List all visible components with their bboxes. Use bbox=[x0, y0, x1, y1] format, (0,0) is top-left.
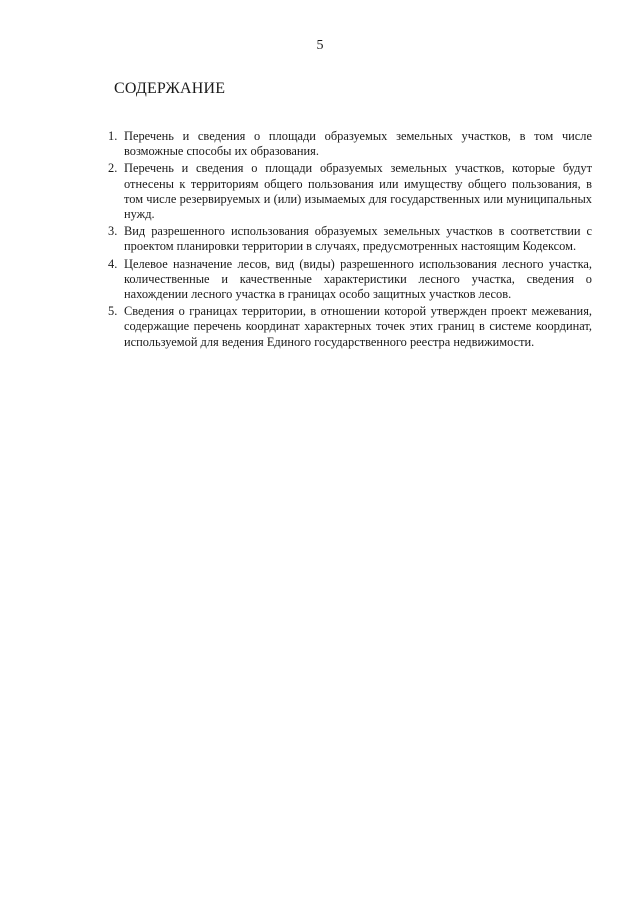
toc-item-number: 2. bbox=[108, 161, 118, 176]
toc-item-text: Перечень и сведения о площади образуемых земельных участков, в том числе возможные способы их образования. bbox=[124, 129, 592, 159]
toc-item bbox=[108, 304, 592, 350]
page-title: СОДЕРЖАНИЕ bbox=[114, 80, 226, 97]
toc-item-number: 5. bbox=[108, 304, 118, 319]
toc-item-number: 4. bbox=[108, 256, 118, 271]
toc-item-text: Целевое назначение лесов, вид (виды) разрешенного использования лесного участка, количественные и качественные характеристики лесного участка, сведения о нахождении лесного участка в границах особо защитных участков лесов. bbox=[124, 256, 592, 302]
toc-item bbox=[108, 224, 592, 254]
page-number: 5 bbox=[316, 38, 324, 53]
toc-item-text: Сведения о границах территории, в отношении которой утвержден проект межевания, содержащие перечень координат характерных точек этих границ в системе координат, используемой для ведения Единого государственного реестра недвижимости. bbox=[124, 304, 592, 349]
toc-item-number: 1. bbox=[108, 129, 118, 143]
toc-item bbox=[108, 257, 592, 303]
toc-list bbox=[108, 129, 592, 352]
toc-item-text: Вид разрешенного использования образуемых земельных участков в соответствии с проектом планировки территории в случаях, предусмотренных настоящим Кодексом. bbox=[124, 224, 592, 254]
toc-item bbox=[108, 161, 592, 222]
toc-item bbox=[108, 129, 592, 159]
toc-item-text: Перечень и сведения о площади образуемых земельных участков, которые будут отнесены к территориям общего пользования или имуществу общего пользования, в том числе резервируемых и (или) изымаемых для государственных или муниципальных нужд. bbox=[124, 161, 592, 222]
toc-item-number: 3. bbox=[108, 224, 118, 239]
